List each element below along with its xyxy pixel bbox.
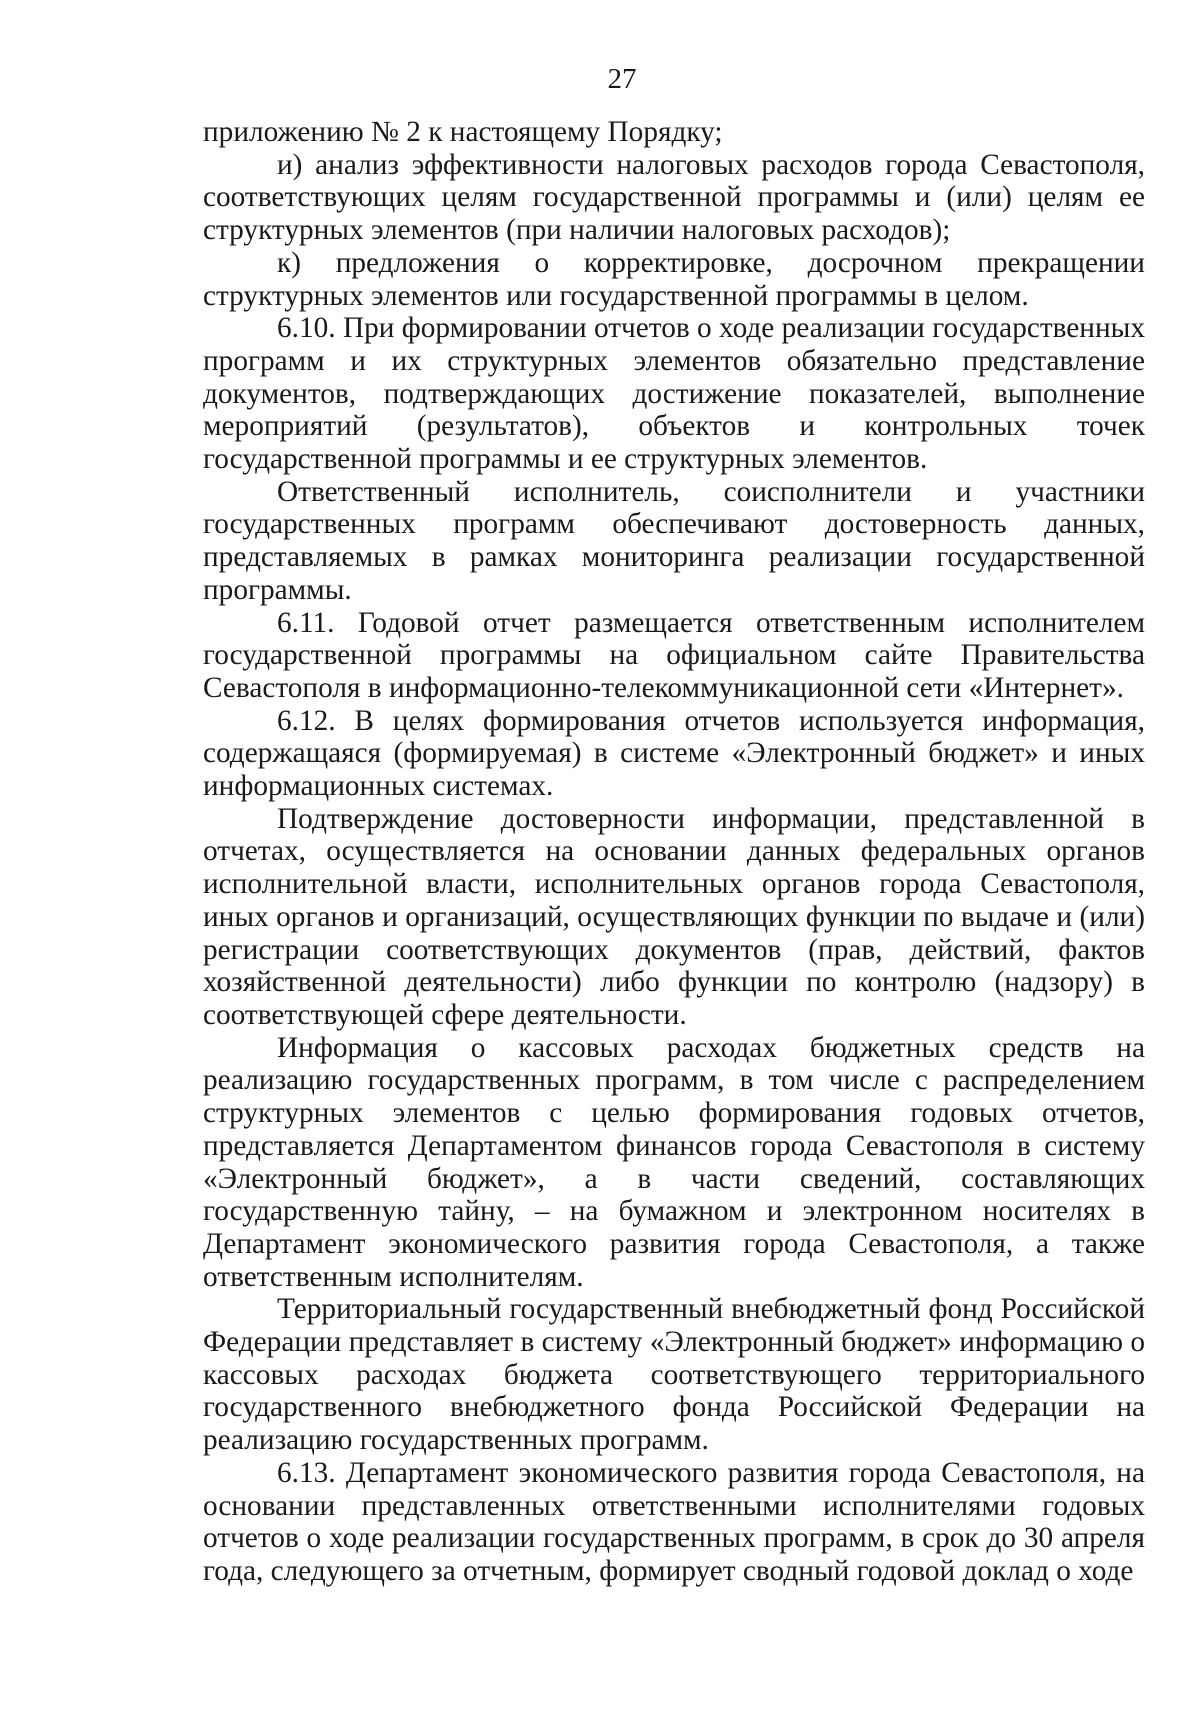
document-body [203, 116, 1145, 1588]
paragraph-cash-expenses: Информация о кассовых расходах бюджетных средств на реализацию государственных программ, в том числе с распределением структурных элементов с целью формирования годовых отчетов, представляется Департаментом финансов города Севастополя в систему «Электронный бюджет», а в части сведений, составляющих государственную тайну, – на бумажном и электронном носителях в Департамент экономического развития города Севастополя, а также ответственным исполнителям. [203, 1031, 1145, 1293]
paragraph-item-k: к) предложения о корректировке, досрочном прекращении структурных элементов или государственной программы в целом. [203, 246, 1145, 312]
paragraph-territorial-fund: Территориальный государственный внебюджетный фонд Российской Федерации представляет в систему «Электронный бюджет» информацию о кассовых расходах бюджета соответствующего территориального государственного внебюджетного фонда Российской Федерации на реализацию государственных программ. [203, 1293, 1145, 1457]
paragraph-confirmation: Подтверждение достоверности информации, представленной в отчетах, осуществляется на основании данных федеральных органов исполнительной власти, исполнительных органов города Севастополя, иных органов и организаций, осуществляющих функции по выдаче и (или) регистрации соответствующих документов (прав, действий, фактов хозяйственной деятельности) либо функции по контролю (надзору) в соответствующей сфере деятельности. [203, 802, 1145, 1031]
paragraph-6-12: 6.12. В целях формирования отчетов используется информация, содержащаяся (формируемая) в системе «Электронный бюджет» и иных информационных системах. [203, 704, 1145, 803]
paragraph-item-i: и) анализ эффективности налоговых расходов города Севастополя, соответствующих целям государственной программы и (или) целям ее структурных элементов (при наличии налоговых расходов); [203, 148, 1145, 247]
paragraph-6-11: 6.11. Годовой отчет размещается ответственным исполнителем государственной программы на официальном сайте Правительства Севастополя в информационно-телекоммуникационной сети «Интернет». [203, 606, 1145, 704]
paragraph-6-13: 6.13. Департамент экономического развития города Севастополя, на основании представленных ответственными исполнителями годовых отчетов о ходе реализации государственных программ, в срок до 30 апреля года, следующего за отчетным, формирует сводный годовой доклад о ходе [203, 1456, 1145, 1587]
page-number: 27 [607, 63, 637, 95]
paragraph-continuation: приложению № 2 к настоящему Порядку; [203, 116, 723, 148]
paragraph-6-10: 6.10. При формировании отчетов о ходе реализации государственных программ и их структурных элементов обязательно представление документов, подтверждающих достижение показателей, выполнение мероприятий (результатов), объектов и контрольных точек государственной программы и ее структурных элементов. [203, 312, 1145, 476]
paragraph-responsible-executor: Ответственный исполнитель, соисполнители и участники государственных программ обеспечивают достоверность данных, представляемых в рамках мониторинга реализации государственной программы. [203, 475, 1145, 606]
